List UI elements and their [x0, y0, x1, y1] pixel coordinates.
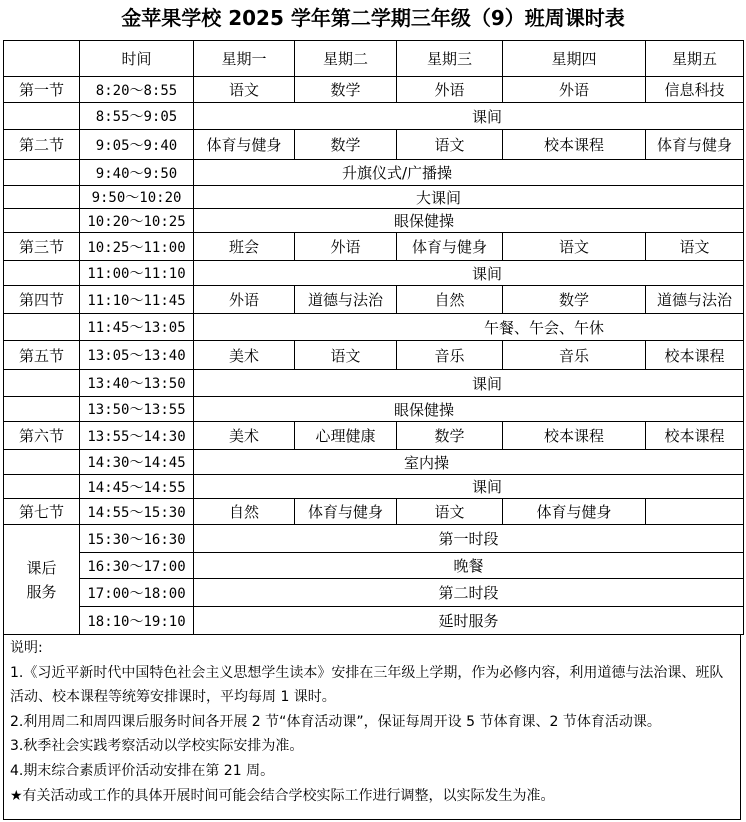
header-friday: 星期五	[646, 41, 744, 77]
after-school-activity: 延时服务	[194, 607, 744, 635]
merged-activity-cell	[194, 160, 744, 186]
merged-activity-cell	[194, 261, 744, 286]
after-school-row	[4, 553, 744, 579]
page-title: 金苹果学校 2025 学年第二学期三年级（9）班周课时表	[121, 6, 625, 30]
after-school-activity: 第二时段	[194, 579, 744, 607]
merged-activity-cell	[194, 186, 744, 209]
lesson-row	[4, 233, 744, 261]
merged-activity-cell	[194, 103, 744, 130]
subject-cell-friday	[646, 499, 744, 525]
activity-label: 眼保健操	[394, 400, 455, 419]
after-school-row	[4, 525, 744, 553]
period-cell: 第一节	[4, 77, 80, 103]
time-cell: 13:50～13:55	[80, 397, 194, 422]
merged-activity-cell	[194, 450, 744, 475]
break-row	[4, 209, 744, 233]
subject-cell-tuesday: 外语	[295, 233, 397, 261]
break-row	[4, 103, 744, 130]
break-row	[4, 261, 744, 286]
subject-cell-monday: 美术	[194, 422, 295, 450]
time-cell: 18:10～19:10	[80, 607, 194, 635]
time-cell: 9:50～10:20	[80, 186, 194, 209]
break-row	[4, 160, 744, 186]
after-school-activity: 第一时段	[194, 525, 744, 553]
notes-section	[3, 635, 741, 820]
subject-cell-tuesday: 数学	[295, 77, 397, 103]
subject-cell-friday: 校本课程	[646, 341, 744, 370]
time-cell: 14:45～14:55	[80, 475, 194, 499]
break-row	[4, 314, 744, 341]
subject-cell-monday: 语文	[194, 77, 295, 103]
after-school-activity: 晚餐	[194, 553, 744, 579]
note-item-1: 1.《习近平新时代中国特色社会主义思想学生读本》安排在三年级上学期，作为必修内容，利用道德与法治课、班队活动、校本课程等统筹安排课时，平均每周 1 课时。	[10, 664, 724, 706]
header-thursday: 星期四	[503, 41, 646, 77]
period-cell	[4, 397, 80, 422]
note-item-4: 4.期末综合素质评价活动安排在第 21 周。	[10, 762, 275, 779]
subject-cell-tuesday: 数学	[295, 130, 397, 160]
subject-cell-friday: 校本课程	[646, 422, 744, 450]
activity-label: 室内操	[404, 453, 450, 472]
time-cell: 13:40～13:50	[80, 370, 194, 397]
time-cell: 13:55～14:30	[80, 422, 194, 450]
time-cell: 17:00～18:00	[80, 579, 194, 607]
subject-cell-thursday: 外语	[503, 77, 646, 103]
activity-label: 升旗仪式/广播操	[342, 164, 453, 182]
period-cell: 第五节	[4, 341, 80, 370]
lesson-row	[4, 341, 744, 370]
subject-cell-tuesday: 体育与健身	[295, 499, 397, 525]
activity-label: 课间	[472, 478, 503, 496]
merged-activity-cell	[194, 370, 744, 397]
subject-cell-wednesday: 体育与健身	[397, 233, 503, 261]
break-row	[4, 370, 744, 397]
period-cell	[4, 370, 80, 397]
subject-cell-monday: 外语	[194, 286, 295, 314]
after-school-label-line2: 服务	[26, 582, 57, 601]
time-cell: 10:25～11:00	[80, 233, 194, 261]
subject-cell-thursday: 数学	[503, 286, 646, 314]
period-cell	[4, 475, 80, 499]
subject-cell-thursday: 校本课程	[503, 422, 646, 450]
subject-cell-tuesday: 心理健康	[295, 422, 397, 450]
subject-cell-friday: 体育与健身	[646, 130, 744, 160]
period-cell	[4, 103, 80, 130]
time-cell: 14:30～14:45	[80, 450, 194, 475]
subject-cell-friday: 语文	[646, 233, 744, 261]
period-cell: 第四节	[4, 286, 80, 314]
merged-activity-cell	[194, 314, 744, 341]
subject-cell-wednesday: 语文	[397, 130, 503, 160]
time-cell: 15:30～16:30	[80, 525, 194, 553]
time-cell: 14:55～15:30	[80, 499, 194, 525]
subject-cell-wednesday: 音乐	[397, 341, 503, 370]
subject-cell-monday: 班会	[194, 233, 295, 261]
period-cell: 第二节	[4, 130, 80, 160]
after-school-row	[4, 607, 744, 635]
activity-label: 课间	[472, 374, 503, 393]
period-cell: 第六节	[4, 422, 80, 450]
activity-label: 眼保健操	[394, 212, 455, 230]
subject-cell-thursday: 语文	[503, 233, 646, 261]
header-period	[4, 41, 80, 77]
lesson-row	[4, 77, 744, 103]
subject-cell-wednesday: 外语	[397, 77, 503, 103]
subject-cell-thursday: 体育与健身	[503, 499, 646, 525]
period-cell	[4, 186, 80, 209]
subject-cell-tuesday: 语文	[295, 341, 397, 370]
subject-cell-wednesday: 语文	[397, 499, 503, 525]
subject-cell-monday: 自然	[194, 499, 295, 525]
period-cell	[4, 450, 80, 475]
activity-label: 课间	[472, 264, 503, 283]
period-cell	[4, 314, 80, 341]
period-cell: 第三节	[4, 233, 80, 261]
lesson-row	[4, 286, 744, 314]
merged-activity-cell	[194, 209, 744, 233]
period-cell	[4, 261, 80, 286]
after-school-row	[4, 579, 744, 607]
header-monday: 星期一	[194, 41, 295, 77]
time-cell: 9:40～9:50	[80, 160, 194, 186]
timetable	[3, 40, 744, 635]
subject-cell-friday: 道德与法治	[646, 286, 744, 314]
merged-activity-cell	[194, 397, 744, 422]
note-item-3: 3.秋季社会实践考察活动以学校实际安排为准。	[10, 738, 304, 755]
subject-cell-monday: 体育与健身	[194, 130, 295, 160]
lesson-row	[4, 422, 744, 450]
header-time: 时间	[80, 41, 194, 77]
break-row	[4, 397, 744, 422]
activity-label: 午餐、午会、午休	[484, 318, 605, 337]
subject-cell-friday: 信息科技	[646, 77, 744, 103]
notes-heading: 说明:	[10, 640, 43, 656]
subject-cell-thursday: 音乐	[503, 341, 646, 370]
time-cell: 10:20～10:25	[80, 209, 194, 233]
header-row	[4, 41, 744, 77]
time-cell: 11:10～11:45	[80, 286, 194, 314]
subject-cell-wednesday: 数学	[397, 422, 503, 450]
after-school-label-line1: 课后	[26, 558, 57, 577]
subject-cell-thursday: 校本课程	[503, 130, 646, 160]
header-tuesday: 星期二	[295, 41, 397, 77]
time-cell: 8:55～9:05	[80, 103, 194, 130]
period-cell: 第七节	[4, 499, 80, 525]
time-cell: 11:45～13:05	[80, 314, 194, 341]
period-cell	[4, 160, 80, 186]
activity-label: 课间	[472, 107, 503, 126]
subject-cell-wednesday: 自然	[397, 286, 503, 314]
lesson-row	[4, 130, 744, 160]
break-row	[4, 475, 744, 499]
time-cell: 16:30～17:00	[80, 553, 194, 579]
time-cell: 13:05～13:40	[80, 341, 194, 370]
break-row	[4, 186, 744, 209]
header-wednesday: 星期三	[397, 41, 503, 77]
time-cell: 8:20～8:55	[80, 77, 194, 103]
lesson-row	[4, 499, 744, 525]
merged-activity-cell	[194, 475, 744, 499]
time-cell: 11:00～11:10	[80, 261, 194, 286]
subject-cell-tuesday: 道德与法治	[295, 286, 397, 314]
time-cell: 9:05～9:40	[80, 130, 194, 160]
after-school-label	[4, 525, 80, 635]
activity-label: 大课间	[416, 188, 462, 207]
note-item-star: ★有关活动或工作的具体开展时间可能会结合学校实际工作进行调整，以实际发生为准。	[10, 787, 555, 804]
subject-cell-monday: 美术	[194, 341, 295, 370]
note-item-2: 2.利用周二和周四课后服务时间各开展 2 节“体育活动课”，保证每周开设 5 节体育课、2 节体育活动课。	[10, 713, 661, 730]
period-cell	[4, 209, 80, 233]
break-row	[4, 450, 744, 475]
